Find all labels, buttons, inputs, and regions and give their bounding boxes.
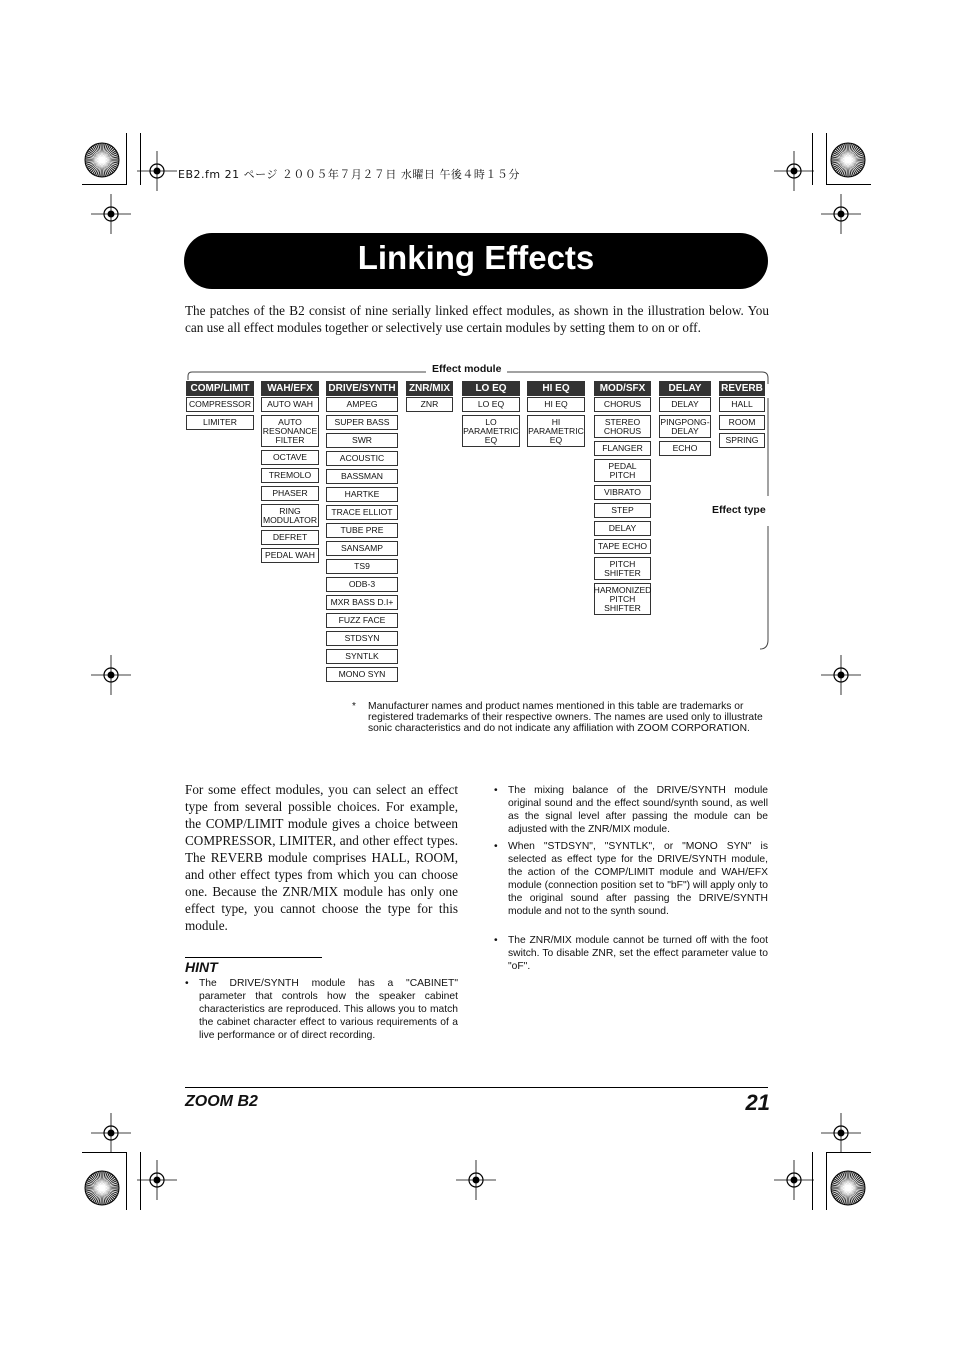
page-number: 21 [745,1090,770,1115]
crop-line [82,184,126,185]
effect-type-box: TREMOLO [261,468,319,483]
crosshair-icon [456,1160,496,1200]
crop-line [827,184,871,185]
footnote-mark: * [352,701,356,712]
right-bullet-1 [494,784,768,836]
file-header: EB2.fm 21 ページ ２００５年７月２７日 水曜日 午後４時１５分 [178,168,520,181]
bullet-glyph: • [494,841,498,852]
effect-type-box: HALL [719,397,765,412]
footer-rule [185,1087,768,1088]
crop-line [812,133,813,185]
hint-bullet-text: The DRIVE/SYNTH module has a "CABINET" parameter that controls how the speaker cabinet characteristics are reproduced. This allows you to match the cabinet character effect to various requirements of a live performance or of direct recording. [199,978,458,1041]
effect-type-box: ROOM [719,415,765,430]
right-bullet-text: The ZNR/MIX module cannot be turned off with the foot switch. To disable ZNR, set the effect parameter value to "oF". [508,935,768,972]
crop-line [126,133,127,185]
crosshair-icon [91,1113,131,1153]
right-bullet-2 [494,840,768,918]
crosshair-icon [774,151,814,191]
effect-type-box: HARTKE [326,487,398,502]
footer-model: ZOOM B2 [185,1093,258,1110]
page-title: Linking Effects [357,239,595,276]
effect-type-box: PHASER [261,486,319,501]
effect-type-box: SANSAMP [326,541,398,556]
module-reverb: REVERB [719,381,765,396]
crosshair-icon [91,194,131,234]
crosshair-icon [821,1113,861,1153]
crop-line [826,1152,827,1210]
effect-type-box: STDSYN [326,631,398,646]
module-hi-eq: HI EQ [527,381,585,396]
effect-type-box: TS9 [326,559,398,574]
bullet-glyph: • [494,935,498,946]
effect-type-box: TRACE ELLIOT [326,505,398,520]
crop-line [827,1152,871,1153]
effect-type-box: HI EQ [527,397,585,412]
footnote-text: Manufacturer names and product names mentioned in this table are trademarks or registered trademarks of their respective owners. The names are used only to illustrate sonic characteristics and do not indicate any affiliation with ZOOM CORPORATION. [368,701,763,734]
module-znr-mix: ZNR/MIX [406,381,453,396]
effect-type-box: MXR BASS D.I+ [326,595,398,610]
body-paragraph: For some effect modules, you can select an effect type from several possible choices. For example, the COMP/LIMIT module gives a choice between COMPRESSOR, LIMITER, and other effect types. The REVERB module comprises HALL, ROOM, and other effect types from which you can choose one. Because the ZNR/MIX module has only one effect type, you cannot choose the type for this module. [185,782,458,933]
starburst-icon [84,142,120,178]
effect-type-box: DEFRET [261,530,319,545]
crosshair-icon [774,1160,814,1200]
effect-type-box: SWR [326,433,398,448]
right-bullet-text: When "STDSYN", "SYNTLK", or "MONO SYN" is selected as effect type for the DRIVE/SYNTH module, the action of the COMP/LIMIT module and WAH/EFX module (connection position set to "bF") will apply only to the original sound after passing the DRIVE/SYNTH module and not to the synth sound. [508,841,768,917]
effect-type-box: CHORUS [594,397,651,412]
effect-type-box: COMPRESSOR [186,397,254,412]
effect-type-box: ECHO [659,441,711,456]
intro-paragraph: The patches of the B2 consist of nine serially linked effect modules, as shown in the illustration below. You can use all effect modules together or selectively use certain modules by setting them to on or off. [185,303,769,335]
effect-type-box: FUZZ FACE [326,613,398,628]
right-bullet-3 [494,934,768,973]
module-lo-eq: LO EQ [462,381,520,396]
effect-type-box: LIMITER [186,415,254,430]
effect-type-box: VIBRATO [594,485,651,500]
effect-type-box: STEP [594,503,651,518]
module-delay: DELAY [659,381,711,396]
effect-type-box: LO EQ [462,397,520,412]
starburst-icon [830,142,866,178]
effect-type-box: BASSMAN [326,469,398,484]
hint-rule [185,957,322,958]
crop-line [826,133,827,185]
effect-type-box: STEREO CHORUS [594,415,651,438]
crop-line [140,1152,141,1210]
module-drive-synth: DRIVE/SYNTH [326,381,398,396]
module-comp-limit: COMP/LIMIT [186,381,254,396]
bullet-glyph: • [494,785,498,796]
crop-line [812,1152,813,1210]
effect-type-box: PINGPONG- DELAY [659,415,711,438]
title-banner [184,233,768,289]
effect-type-box: HARMONIZED PITCH SHIFTER [594,583,651,615]
hint-title: HINT [185,959,218,975]
right-bullet-text: The mixing balance of the DRIVE/SYNTH module original sound and the effect sound/synth sound, as well as the signal level after passing the module can be adjusted with the ZNR/MIX module. [508,785,768,835]
module-mod-sfx: MOD/SFX [594,381,651,396]
effect-type-label: Effect type [712,504,766,516]
effect-type-box: PITCH SHIFTER [594,557,651,580]
bullet-glyph: • [185,978,189,989]
effect-type-box: MONO SYN [326,667,398,682]
effect-module-label: Effect module [426,363,507,375]
effect-type-box: FLANGER [594,441,651,456]
module-wah-efx: WAH/EFX [261,381,319,396]
crosshair-icon [91,655,131,695]
crop-line [140,133,141,185]
crosshair-icon [821,655,861,695]
effect-type-box: SPRING [719,433,765,448]
effect-type-box: PEDAL WAH [261,548,319,563]
effect-type-box: ACOUSTIC [326,451,398,466]
effect-type-box: TAPE ECHO [594,539,651,554]
effect-type-box: HI PARAMETRIC EQ [527,415,585,447]
effect-type-box: LO PARAMETRIC EQ [462,415,520,447]
effect-type-box: SYNTLK [326,649,398,664]
effect-type-box: ZNR [406,397,453,412]
effect-type-box: OCTAVE [261,450,319,465]
effect-type-box: AUTO RESONANCE FILTER [261,415,319,447]
crop-line [126,1152,127,1210]
effect-type-box: TUBE PRE [326,523,398,538]
effect-type-box: DELAY [659,397,711,412]
effect-type-box: RING MODULATOR [261,504,319,527]
starburst-icon [830,1170,866,1206]
starburst-icon [84,1170,120,1206]
effect-type-box: PEDAL PITCH [594,459,651,482]
effect-type-box: SUPER BASS [326,415,398,430]
crop-line [82,1152,126,1153]
crosshair-icon [821,194,861,234]
effect-type-box: AMPEG [326,397,398,412]
hint-bullet [185,977,458,1042]
crosshair-icon [137,1160,177,1200]
effect-type-box: AUTO WAH [261,397,319,412]
effect-type-box: DELAY [594,521,651,536]
effect-type-box: ODB-3 [326,577,398,592]
crosshair-icon [137,151,177,191]
